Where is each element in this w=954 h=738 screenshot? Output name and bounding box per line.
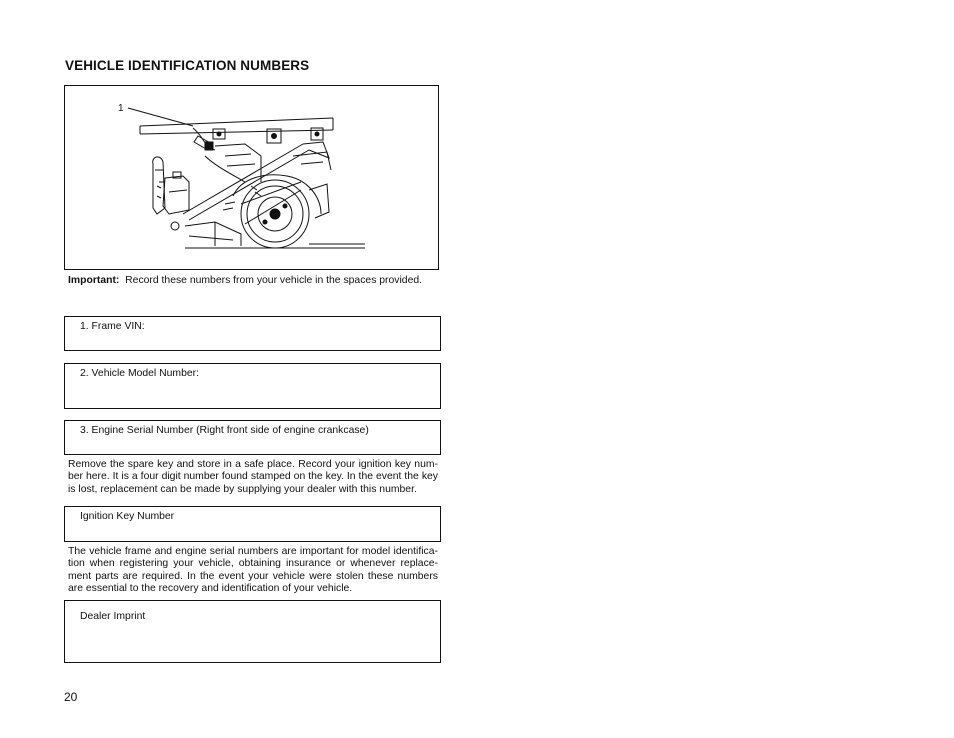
page-number: 20 <box>64 690 78 704</box>
frame-vin-box[interactable] <box>64 316 441 351</box>
spare-key-paragraph: Remove the spare key and store in a safe place. Record your ignition key num-ber here. It is a four digit number found stamped on the key. In the event the key is lost, replacement can be made by supplying your dealer with this number. <box>68 459 438 495</box>
engine-figure <box>64 85 439 270</box>
model-number-label: 2. Vehicle Model Number: <box>80 368 199 379</box>
engine-serial-box[interactable] <box>64 420 441 455</box>
serial-importance-paragraph: The vehicle frame and engine serial numbers are important for model identifica-tion when registering your vehicle, obtaining insurance or whenever replace-ment parts are required. In the event your vehicle were stolen these numbers are essential to the recovery and identification of your vehicle. <box>68 546 438 594</box>
model-number-box[interactable] <box>64 363 441 409</box>
ignition-key-box[interactable] <box>64 506 441 542</box>
dealer-imprint-box[interactable] <box>64 600 441 663</box>
engine-compartment-illustration <box>65 86 439 270</box>
dealer-imprint-label: Dealer Imprint <box>80 611 146 622</box>
important-text: Record these numbers from your vehicle in the spaces provided. <box>125 275 423 286</box>
callout-number: 1 <box>118 103 124 114</box>
frame-vin-label: 1. Frame VIN: <box>80 321 145 332</box>
engine-serial-label: 3. Engine Serial Number (Right front side of engine crankcase) <box>80 425 369 436</box>
important-note <box>68 275 440 286</box>
section-heading: VEHICLE IDENTIFICATION NUMBERS <box>65 58 310 73</box>
important-label: Important: <box>68 275 120 286</box>
ignition-key-label: Ignition Key Number <box>80 511 175 522</box>
